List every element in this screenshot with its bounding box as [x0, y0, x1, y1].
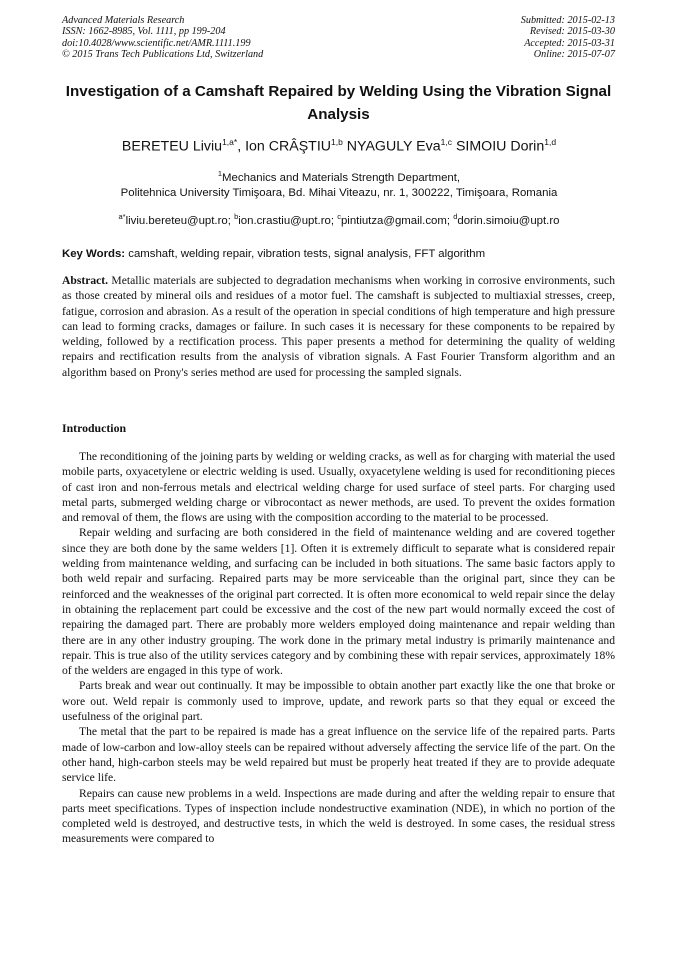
copyright-line: © 2015 Trans Tech Publications Ltd, Switzerland [62, 49, 264, 61]
author-affiliation-mark: 1,c [440, 137, 452, 147]
affiliation-department: $^1$Mechanics and Materials Strength Department, [217, 169, 461, 184]
paragraph: Parts break and wear out continually. It may be impossible to obtain another part exactly like the one that broke or wore out. Weld repair is commonly used to improve, update, and rework parts so that they equal or exceed the usefulness of the original part. [62, 679, 615, 724]
online-date: Online: 2015-07-07 [533, 49, 615, 61]
affiliation [40, 166, 638, 202]
paragraph: The reconditioning of the joining parts by welding or welding cracks, as well as for charging with material the used mobile parts, oxyacetylene or electric welding is used. Usually, oxyacetylene welding is used for reconditioning pieces of cast iron and non-ferrous metals and electrical welding charge for used surface of steel parts. For charging used metal parts, submerged welding charge or vibrocontact as newer methods, are used. To prevent the oxides formation and removal of them, the flows are using with the composition according to the material to be processed. [62, 450, 615, 525]
author-affiliation-mark: 1,a* [222, 137, 238, 147]
issn-line: ISSN: 1662-8985, Vol. 1111, pp 199-204 [62, 26, 226, 38]
abstract-text: Metallic materials are subjected to degradation mechanisms when working in corrosive environments, such as those created by mineral oils and residues of a motor fuel. The camshaft is subjected to multiaxial stresses, creep, fatigue, corrosion and abrasion. As a result of the operation in special conditions of high temperature and high pressure can lead to forming cracks, damages or failure. In such cases it is necessary for these components to be repaired by welding, followed by a rectification process. This paper presents a method for determining the quality of welding repairs and rectification results from the analysis of vibration signals. A Fast Fourier Transform algorithm and an algorithm based on Prony's series method are used for processing the sampled signals. [62, 274, 615, 379]
section-heading-introduction: Introduction [62, 421, 127, 435]
author-name: BERETEU Liviu [121, 138, 223, 155]
doi-line: doi:10.4028/www.scientific.net/AMR.1111.199 [62, 37, 251, 49]
email-link[interactable]: dorin.simoiu@upt.ro [457, 214, 560, 227]
affiliation-address: Politehnica University Timişoara, Bd. Mihai Viteazu, nr. 1, 300222, Timişoara, Romania [120, 187, 558, 200]
email-link[interactable]: liviu.bereteu@upt.ro [125, 214, 228, 227]
keywords-text: camshaft, welding repair, vibration tests, signal analysis, FFT algorithm [125, 248, 486, 260]
email-link[interactable]: pintiutza@gmail.com [340, 214, 447, 227]
accepted-date: Accepted: 2015-03-31 [524, 37, 615, 49]
keywords [62, 247, 615, 262]
submitted-date: Submitted: 2015-02-13 [520, 15, 615, 26]
email-link[interactable]: ion.crastiu@upt.ro [238, 214, 331, 227]
abstract [62, 273, 615, 380]
author-emails: $^{a*}$liviu.bereteu@upt.ro; $^b$ion.crastiu@upt.ro; $^c$pintiutza@gmail.com; $^d$dorin.simoiu@upt.ro [118, 212, 560, 227]
paper-title: Investigation of a Camshaft Repaired by Welding Using the Vibration Signal Analysis [65, 83, 612, 123]
author-affiliation-mark: 1,d [544, 137, 557, 147]
paragraph: Repairs can cause new problems in a weld. Inspections are made during and after the welding repair to ensure that parts meet specifications. Types of inspection include nondestructive examination (NDE), in which no portion of the completed weld is destroyed, and destructive tests, in which the weld is destroyed. In some cases, the residual stress measurements were compared to [62, 786, 615, 846]
keywords-label: Key Words: [62, 248, 126, 260]
paragraph: The metal that the part to be repaired is made has a great influence on the service life of the repaired parts. Parts made of low-carbon and low-alloy steels can be repaired without adversely affecting the service life of the part. On the other hand, high-carbon steels may be weld repaired but must be properly heat treated if they are to provide adequate service life. [62, 725, 615, 785]
paragraph: Repair welding and surfacing are both considered in the field of maintenance welding and are covered together since they are both done by the same welders [1]. Often it is extremely difficult to separate what is considered repair welding from maintenance welding, and surfacing can be included in both situations. The same basic factors apply to both weld repair and surfacing. Repaired parts may be more serviceable than the original part, since they can be reinforced and the weaknesses of the original part corrected. It is often more economical to weld repair since the delay in obtaining the replacement part could be excessive and the cost of the new part would normally exceed the cost of repairing the damaged part. There are probably more welders employed doing maintenance and repair welding than there are in any other industry grouping. The work done in the primary metal industry is primarily maintenance and repair. This is true also of the utility services category and by combining these with repair services, approximately 18% of the welders are engaged in this type of work. [62, 526, 615, 678]
revised-date: Revised: 2015-03-30 [529, 26, 615, 38]
publication-dates [521, 15, 615, 61]
author-name: Ion CRÂŞTIU [245, 138, 332, 155]
introduction-body [62, 449, 615, 847]
journal-info [62, 15, 263, 61]
abstract-label: Abstract. [62, 274, 109, 287]
author-affiliation-mark: 1,b [331, 137, 343, 147]
author-name: NYAGULY Eva [346, 138, 441, 155]
author-name: SIMOIU Dorin [455, 138, 545, 155]
journal-name: Advanced Materials Research [62, 15, 185, 26]
author-list: BERETEU Liviu$^{1,a*}$, Ion CRÂŞTIU$^{1,b}$ NYAGULY Eva$^{1,c}$ SIMOIU Dorin$^{1,d}$ [121, 137, 557, 155]
affiliation-mark: 1 [217, 169, 223, 178]
